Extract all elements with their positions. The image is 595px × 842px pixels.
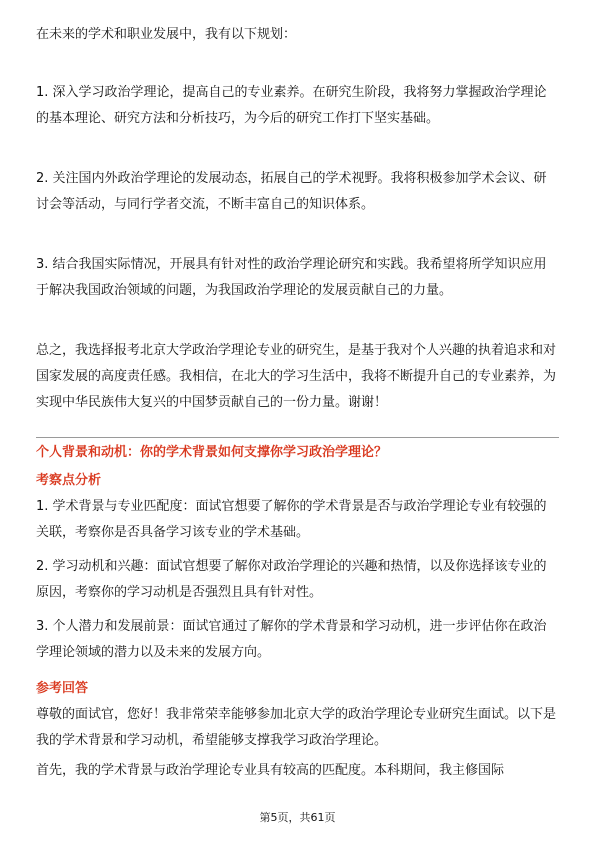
document-page bbox=[36, 0, 559, 842]
answer-heading: 参考回答 bbox=[36, 681, 89, 696]
section-divider bbox=[36, 437, 559, 438]
intro-paragraph: 在未来的学术和职业发展中，我有以下规划： bbox=[36, 27, 297, 42]
question-heading: 个人背景和动机：你的学术背景如何支撑你学习政治学理论？ bbox=[36, 445, 388, 460]
analysis-point-3: 3. 个人潜力和发展前景：面试官通过了解你的学术背景和学习动机，进一步评估你在政治学理论领域的潜力以及未来的发展方向。 bbox=[36, 619, 547, 660]
plan-item-2: 2. 关注国内外政治学理论的发展动态，拓展自己的学术视野。我将积极参加学术会议、研讨会等活动，与同行学者交流，不断丰富自己的知识体系。 bbox=[36, 171, 547, 212]
analysis-heading: 考察点分析 bbox=[36, 473, 102, 488]
conclusion-paragraph: 总之，我选择报考北京大学政治学理论专业的研究生，是基于我对个人兴趣的执着追求和对国家发展的高度责任感。我相信，在北大的学习生活中，我将不断提升自己的专业素养，为实现中华民族伟大复兴的中国梦贡献自己的一份力量。谢谢！ bbox=[36, 343, 557, 410]
answer-intro-paragraph: 尊敬的面试官，您好！我非常荣幸能够参加北京大学的政治学理论专业研究生面试。以下是我的学术背景和学习动机，希望能够支撑我学习政治学理论。 bbox=[36, 707, 557, 748]
analysis-point-2: 2. 学习动机和兴趣：面试官想要了解你对政治学理论的兴趣和热情，以及你选择该专业的原因，考察你的学习动机是否强烈且具有针对性。 bbox=[36, 559, 547, 600]
plan-item-1: 1. 深入学习政治学理论，提高自己的专业素养。在研究生阶段，我将努力掌握政治学理论的基本理论、研究方法和分析技巧，为今后的研究工作打下坚实基础。 bbox=[36, 85, 547, 126]
answer-first-paragraph: 首先，我的学术背景与政治学理论专业具有较高的匹配度。本科期间，我主修国际 bbox=[36, 763, 505, 778]
analysis-point-1: 1. 学术背景与专业匹配度：面试官想要了解你的学术背景是否与政治学理论专业有较强的关联，考察你是否具备学习该专业的学术基础。 bbox=[36, 499, 547, 540]
page-number-footer: 第5页，共61页 bbox=[259, 811, 336, 824]
plan-item-3: 3. 结合我国实际情况，开展具有针对性的政治学理论研究和实践。我希望将所学知识应用于解决我国政治领域的问题，为我国政治学理论的发展贡献自己的力量。 bbox=[36, 257, 547, 298]
